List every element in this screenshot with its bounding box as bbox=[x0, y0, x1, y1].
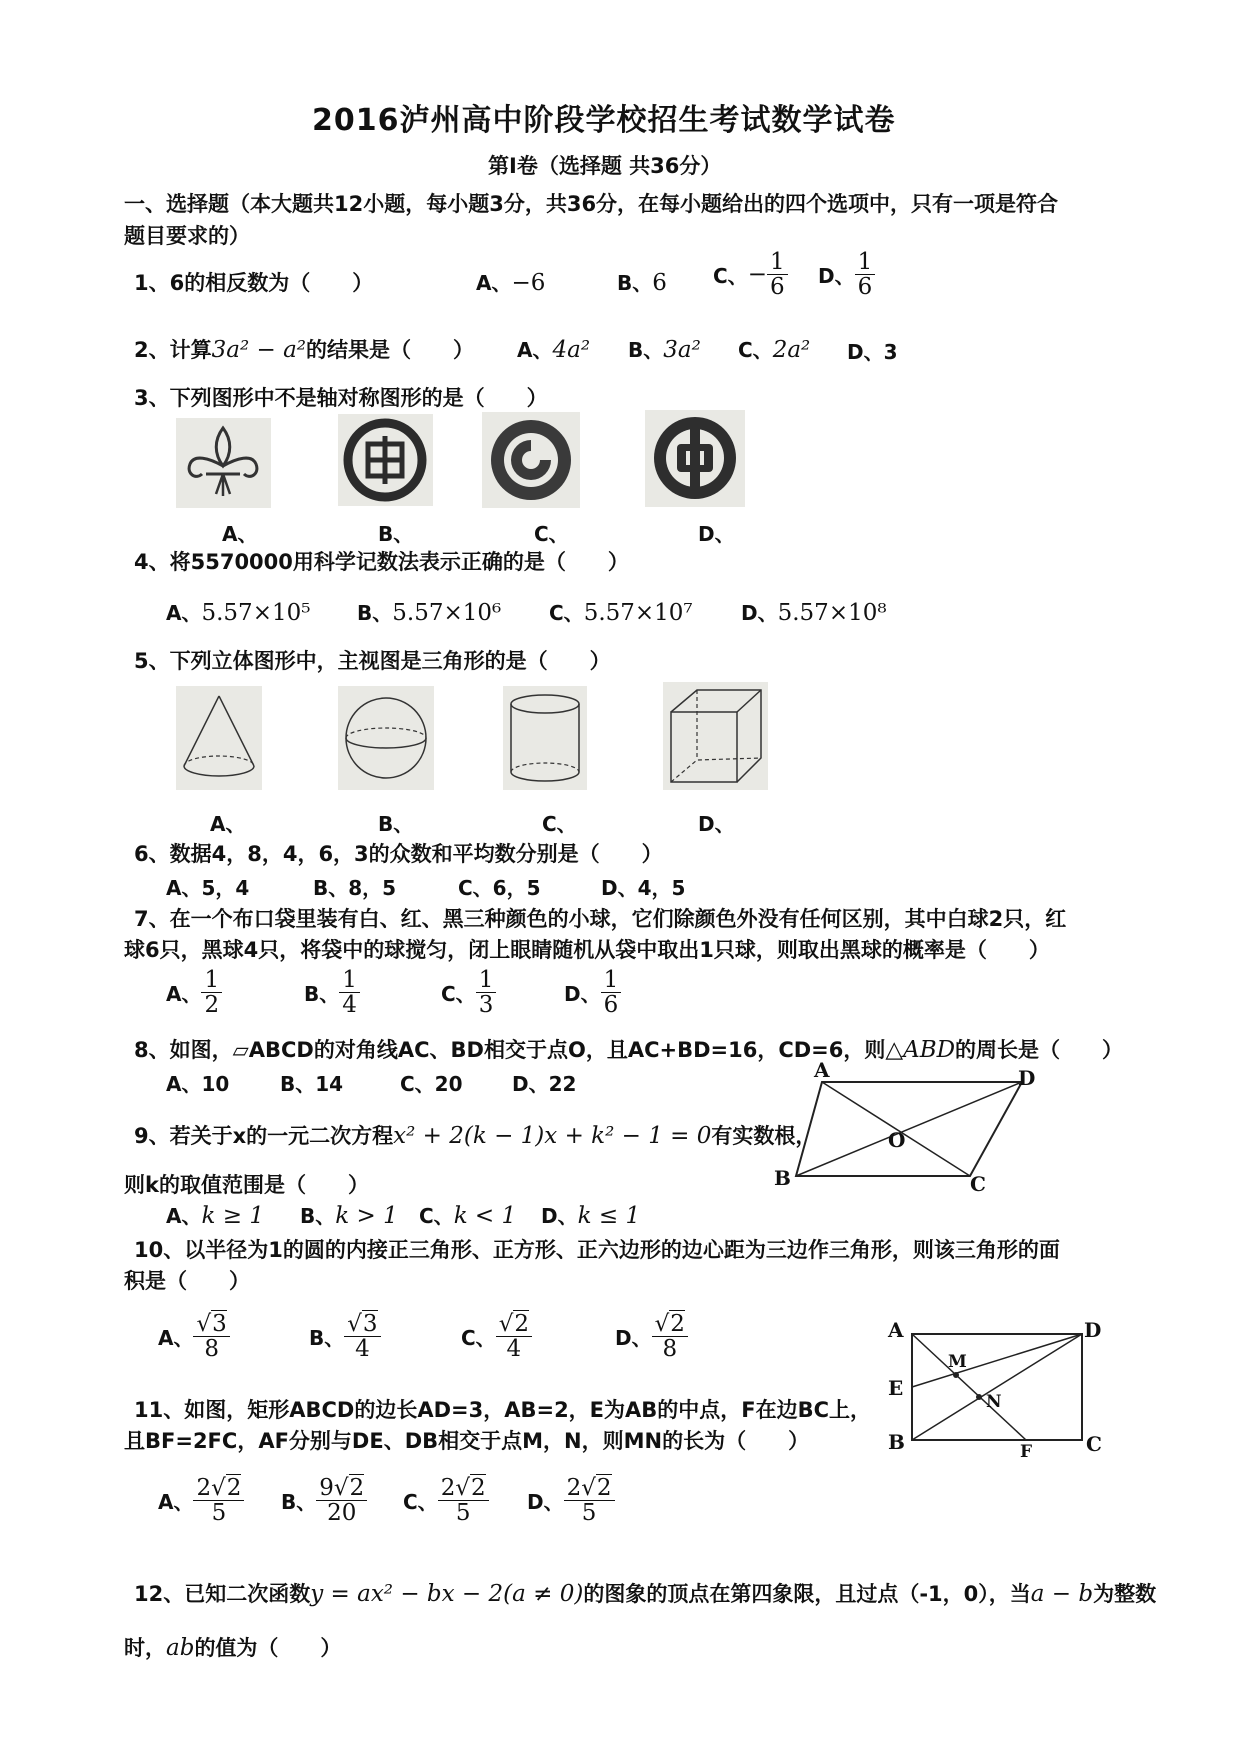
q11-a-num: 2√2 bbox=[193, 1476, 244, 1501]
q7-line1: 7、在一个布口袋里装有白、红、黑三种颜色的小球，它们除颜色外没有任何区别，其中白球2只，红 bbox=[134, 907, 1067, 931]
q10-d-fraction bbox=[652, 1312, 688, 1361]
q7-a-label: A、 bbox=[166, 982, 202, 1007]
q9-b-value: k > 1 bbox=[335, 1203, 398, 1229]
q8-triangle: △ABD bbox=[885, 1037, 956, 1063]
q11-b-radicand: 2 bbox=[349, 1475, 365, 1501]
section-heading-line1: 一、选择题（本大题共12小题，每小题3分，共36分，在每小题给出的四个选项中，只有一项是符合 bbox=[124, 192, 1059, 216]
q7-c-label: C、 bbox=[441, 982, 476, 1007]
q7-option-a bbox=[166, 968, 222, 1017]
q8-option-b: B、14 bbox=[280, 1072, 344, 1096]
q11-b-label: B、 bbox=[281, 1490, 317, 1515]
q2-c-label: C、 bbox=[738, 338, 773, 362]
q11-b-num: 9√2 bbox=[316, 1476, 367, 1501]
q4-stem: 4、将5570000用科学记数法表示正确的是（ ） bbox=[134, 550, 629, 574]
q10-c-radicand: 2 bbox=[514, 1311, 529, 1337]
q12-function: y = ax² − bx − 2(a ≠ 0) bbox=[310, 1581, 584, 1607]
q8-option-a: A、10 bbox=[166, 1072, 230, 1096]
q2-stem-post: 的结果是（ ） bbox=[306, 338, 475, 362]
q1-b-value: 6 bbox=[652, 270, 667, 296]
q10-b-radicand: 3 bbox=[362, 1311, 378, 1337]
q10-a-fraction bbox=[193, 1312, 229, 1361]
q4-option-a bbox=[166, 597, 310, 626]
q1-a-label: A、 bbox=[476, 271, 512, 295]
q12-line2-pre: 时， bbox=[124, 1636, 166, 1660]
cylinder-figure bbox=[503, 686, 587, 790]
q11-d-fraction bbox=[564, 1476, 615, 1525]
q7-option-c bbox=[441, 968, 496, 1017]
q9-d-value: k ≤ 1 bbox=[577, 1203, 641, 1229]
q4-b-value: 5.57×10⁶ bbox=[392, 600, 502, 626]
q11-c-radicand: 2 bbox=[470, 1475, 486, 1501]
q1-option-b bbox=[617, 267, 667, 296]
q10-c-den: 4 bbox=[506, 1336, 522, 1363]
q1-option-c bbox=[713, 250, 788, 299]
q9-option-a bbox=[166, 1200, 264, 1229]
q6-option-a: A、5，4 bbox=[166, 876, 250, 900]
q11-d-radicand: 2 bbox=[596, 1475, 612, 1501]
q2-option-c bbox=[738, 334, 810, 363]
q5-label-a: A、 bbox=[210, 812, 246, 836]
q9-c-value: k < 1 bbox=[453, 1203, 517, 1229]
q10-b-label: B、 bbox=[309, 1326, 345, 1351]
q12-ab: ab bbox=[166, 1635, 195, 1661]
q11-a-fraction bbox=[193, 1476, 244, 1525]
q5-label-b: B、 bbox=[378, 812, 414, 836]
spiral-logo-figure-c bbox=[482, 412, 580, 508]
section-heading-line2: 题目要求的） bbox=[124, 224, 250, 248]
q10-d-den: 8 bbox=[662, 1336, 678, 1363]
rectangle-point-b: B bbox=[888, 1430, 905, 1454]
q10-option-c bbox=[461, 1312, 532, 1361]
q11-c-coef: 2 bbox=[440, 1475, 456, 1501]
q9-option-d bbox=[541, 1200, 640, 1229]
q10-b-num: √3 bbox=[344, 1312, 380, 1337]
q7-a-num: 1 bbox=[201, 968, 222, 993]
q1-d-num: 1 bbox=[855, 250, 876, 275]
q12-stem-pre: 12、已知二次函数 bbox=[134, 1582, 311, 1606]
rectangle-point-m: M bbox=[948, 1352, 967, 1372]
q2-option-b bbox=[628, 334, 701, 363]
q10-c-label: C、 bbox=[461, 1326, 496, 1351]
q10-a-den: 8 bbox=[204, 1336, 219, 1363]
q1-b-label: B、 bbox=[617, 271, 653, 295]
q2-c-value: 2a² bbox=[772, 337, 811, 363]
q6-option-d: D、4，5 bbox=[601, 876, 686, 900]
bank-logo-figure-b bbox=[338, 414, 433, 506]
q4-b-label: B、 bbox=[357, 601, 393, 625]
q2-b-value: 3a² bbox=[663, 337, 701, 363]
q4-a-label: A、 bbox=[166, 601, 202, 625]
q4-d-label: D、 bbox=[741, 601, 778, 625]
q4-c-value: 5.57×10⁷ bbox=[583, 600, 693, 626]
q9-d-label: D、 bbox=[541, 1204, 578, 1228]
q7-d-label: D、 bbox=[564, 982, 601, 1007]
q11-option-c bbox=[403, 1476, 489, 1525]
q11-b-fraction bbox=[316, 1476, 367, 1525]
rectangle-point-f: F bbox=[1020, 1442, 1033, 1462]
q8-stem-pre: 8、如图，▱ABCD的对角线AC、BD相交于点O，且AC+BD=16，CD=6，则 bbox=[134, 1038, 886, 1062]
q7-option-b bbox=[304, 968, 360, 1017]
q11-c-fraction bbox=[438, 1476, 489, 1525]
q1-c-den: 6 bbox=[769, 274, 785, 301]
q10-b-den: 4 bbox=[355, 1336, 370, 1363]
q11-b-den: 20 bbox=[327, 1500, 357, 1527]
q12-a-minus-b: a − b bbox=[1030, 1581, 1094, 1607]
q11-option-a bbox=[158, 1476, 244, 1525]
q10-option-a bbox=[158, 1312, 230, 1361]
q9-equation: x² + 2(k − 1)x + k² − 1 = 0 bbox=[393, 1123, 712, 1149]
q10-a-num: √3 bbox=[193, 1312, 229, 1337]
q6-stem: 6、数据4，8，4，6，3的众数和平均数分别是（ ） bbox=[134, 842, 663, 866]
q8-stem bbox=[134, 1034, 1123, 1064]
q5-label-d: D、 bbox=[698, 812, 735, 836]
q11-a-label: A、 bbox=[158, 1490, 194, 1515]
q9-line2: 则k的取值范围是（ ） bbox=[124, 1173, 369, 1197]
rectangle-point-e: E bbox=[888, 1376, 904, 1400]
q11-c-num: 2√2 bbox=[438, 1476, 489, 1501]
q11-a-den: 5 bbox=[211, 1500, 227, 1527]
q10-option-b bbox=[309, 1312, 381, 1361]
rectangle-figure bbox=[880, 1318, 1102, 1462]
q9-stem-post: 有实数根， bbox=[711, 1124, 817, 1148]
rectangle-point-d: D bbox=[1084, 1318, 1102, 1342]
q2-option-d: D、3 bbox=[847, 340, 898, 364]
q9-b-label: B、 bbox=[300, 1204, 336, 1228]
q11-a-radicand: 2 bbox=[226, 1475, 242, 1501]
q4-option-d bbox=[741, 597, 887, 626]
q11-b-coef: 9 bbox=[319, 1475, 334, 1501]
q7-c-den: 3 bbox=[478, 992, 494, 1019]
q10-c-num: √2 bbox=[496, 1312, 532, 1337]
parallelogram-point-c: C bbox=[970, 1172, 986, 1196]
q1-c-label: C、 bbox=[713, 264, 748, 289]
q2-b-label: B、 bbox=[628, 338, 664, 362]
q7-a-fraction bbox=[201, 968, 222, 1017]
q9-option-c bbox=[419, 1200, 516, 1229]
q6-option-b: B、8，5 bbox=[313, 876, 397, 900]
q2-stem bbox=[134, 334, 474, 364]
q7-option-d bbox=[564, 968, 621, 1017]
q11-d-den: 5 bbox=[581, 1500, 597, 1527]
q9-stem-pre: 9、若关于x的一元二次方程 bbox=[134, 1124, 394, 1148]
q1-c-sign: − bbox=[747, 261, 767, 288]
q7-d-fraction bbox=[601, 968, 622, 1017]
q2-a-value: 4a² bbox=[552, 337, 591, 363]
q11-d-coef: 2 bbox=[566, 1475, 582, 1501]
q12-line2-post: 的值为（ ） bbox=[194, 1636, 342, 1660]
parallelogram-point-o: O bbox=[888, 1128, 906, 1152]
q9-stem bbox=[134, 1120, 816, 1150]
q7-b-fraction bbox=[339, 968, 360, 1017]
parallelogram-point-d: D bbox=[1018, 1066, 1036, 1090]
q11-option-d bbox=[527, 1476, 615, 1525]
q10-c-fraction bbox=[496, 1312, 532, 1361]
q8-option-d: D、22 bbox=[512, 1072, 577, 1096]
q3-label-a: A、 bbox=[222, 522, 258, 546]
q10-a-label: A、 bbox=[158, 1326, 194, 1351]
q10-line2: 积是（ ） bbox=[124, 1269, 250, 1293]
q12-line2 bbox=[124, 1632, 341, 1662]
parallelogram-point-b: B bbox=[774, 1166, 791, 1190]
q7-b-den: 4 bbox=[342, 992, 357, 1019]
q8-stem-post: 的周长是（ ） bbox=[955, 1038, 1124, 1062]
q11-d-label: D、 bbox=[527, 1490, 564, 1515]
q1-d-label: D、 bbox=[818, 264, 855, 289]
q9-a-label: A、 bbox=[166, 1204, 202, 1228]
q11-line1: 11、如图，矩形ABCD的边长AD=3，AB=2，E为AB的中点，F在边BC上， bbox=[134, 1398, 872, 1422]
q2-a-label: A、 bbox=[517, 338, 553, 362]
q12-stem bbox=[134, 1578, 1156, 1608]
q7-a-den: 2 bbox=[204, 992, 220, 1019]
q1-d-den: 6 bbox=[857, 274, 873, 301]
q1-stem: 1、6的相反数为（ ） bbox=[134, 271, 374, 295]
q9-a-value: k ≥ 1 bbox=[201, 1203, 264, 1229]
q7-b-label: B、 bbox=[304, 982, 340, 1007]
parallelogram-point-a: A bbox=[814, 1058, 830, 1082]
rectangle-point-c: C bbox=[1086, 1432, 1102, 1456]
q1-option-a bbox=[476, 267, 545, 296]
q10-d-radicand: 2 bbox=[670, 1311, 685, 1337]
q1-a-value: −6 bbox=[511, 270, 546, 296]
cone-figure bbox=[176, 686, 262, 790]
q10-line1: 10、以半径为1的圆的内接正三角形、正方形、正六边形的边心距为三边作三角形，则该三角形的面 bbox=[134, 1238, 1060, 1262]
q11-option-b bbox=[281, 1476, 367, 1525]
q7-c-num: 1 bbox=[476, 968, 497, 993]
q2-option-a bbox=[517, 334, 590, 363]
bank-of-china-logo-figure-d bbox=[645, 410, 745, 507]
q3-label-d: D、 bbox=[698, 522, 735, 546]
q3-label-b: B、 bbox=[378, 522, 414, 546]
q4-option-c bbox=[549, 597, 693, 626]
q7-d-den: 6 bbox=[603, 992, 619, 1019]
q12-stem-post: 为整数 bbox=[1093, 1582, 1157, 1606]
q10-option-d bbox=[615, 1312, 688, 1361]
page-subtitle: 第Ⅰ卷（选择题 共36分） bbox=[488, 154, 722, 178]
q11-a-coef: 2 bbox=[196, 1475, 212, 1501]
q11-d-num: 2√2 bbox=[564, 1476, 615, 1501]
q2-stem-pre: 2、计算 bbox=[134, 338, 212, 362]
q4-c-label: C、 bbox=[549, 601, 584, 625]
q9-option-b bbox=[300, 1200, 398, 1229]
q11-c-label: C、 bbox=[403, 1490, 438, 1515]
q4-d-value: 5.57×10⁸ bbox=[777, 600, 887, 626]
q2-expression: 3a² − a² bbox=[211, 337, 307, 363]
q10-d-label: D、 bbox=[615, 1326, 652, 1351]
q1-d-fraction bbox=[855, 250, 876, 299]
q6-option-c: C、6，5 bbox=[458, 876, 541, 900]
page-title: 2016泸州高中阶段学校招生考试数学试卷 bbox=[312, 103, 896, 138]
q7-b-num: 1 bbox=[339, 968, 360, 993]
q7-d-num: 1 bbox=[601, 968, 622, 993]
rectangle-point-n: N bbox=[986, 1392, 1002, 1412]
q7-c-fraction bbox=[476, 968, 497, 1017]
q1-option-d bbox=[818, 250, 875, 299]
q5-label-c: C、 bbox=[542, 812, 577, 836]
q12-stem-mid: 的图象的顶点在第四象限，且过点（-1，0），当 bbox=[583, 1582, 1031, 1606]
q3-label-c: C、 bbox=[534, 522, 569, 546]
cube-figure bbox=[663, 682, 768, 790]
q7-line2: 球6只，黑球4只，将袋中的球搅匀，闭上眼睛随机从袋中取出1只球，则取出黑球的概率是（ ） bbox=[124, 938, 1050, 962]
q5-stem: 5、下列立体图形中，主视图是三角形的是（ ） bbox=[134, 649, 611, 673]
q9-c-label: C、 bbox=[419, 1204, 454, 1228]
q1-c-fraction bbox=[767, 250, 788, 299]
q11-c-den: 5 bbox=[455, 1500, 471, 1527]
fleur-de-lis-figure bbox=[176, 418, 271, 508]
sphere-figure bbox=[338, 686, 434, 790]
q10-a-radicand: 3 bbox=[212, 1311, 227, 1337]
q1-c-num: 1 bbox=[767, 250, 788, 275]
q10-d-num: √2 bbox=[652, 1312, 688, 1337]
q10-b-fraction bbox=[344, 1312, 380, 1361]
rectangle-point-a: A bbox=[888, 1318, 904, 1342]
q4-a-value: 5.57×10⁵ bbox=[201, 600, 311, 626]
q11-line2: 且BF=2FC，AF分别与DE、DB相交于点M，N，则MN的长为（ ） bbox=[124, 1429, 810, 1453]
q3-stem: 3、下列图形中不是轴对称图形的是（ ） bbox=[134, 386, 548, 410]
q8-option-c: C、20 bbox=[400, 1072, 463, 1096]
q4-option-b bbox=[357, 597, 501, 626]
